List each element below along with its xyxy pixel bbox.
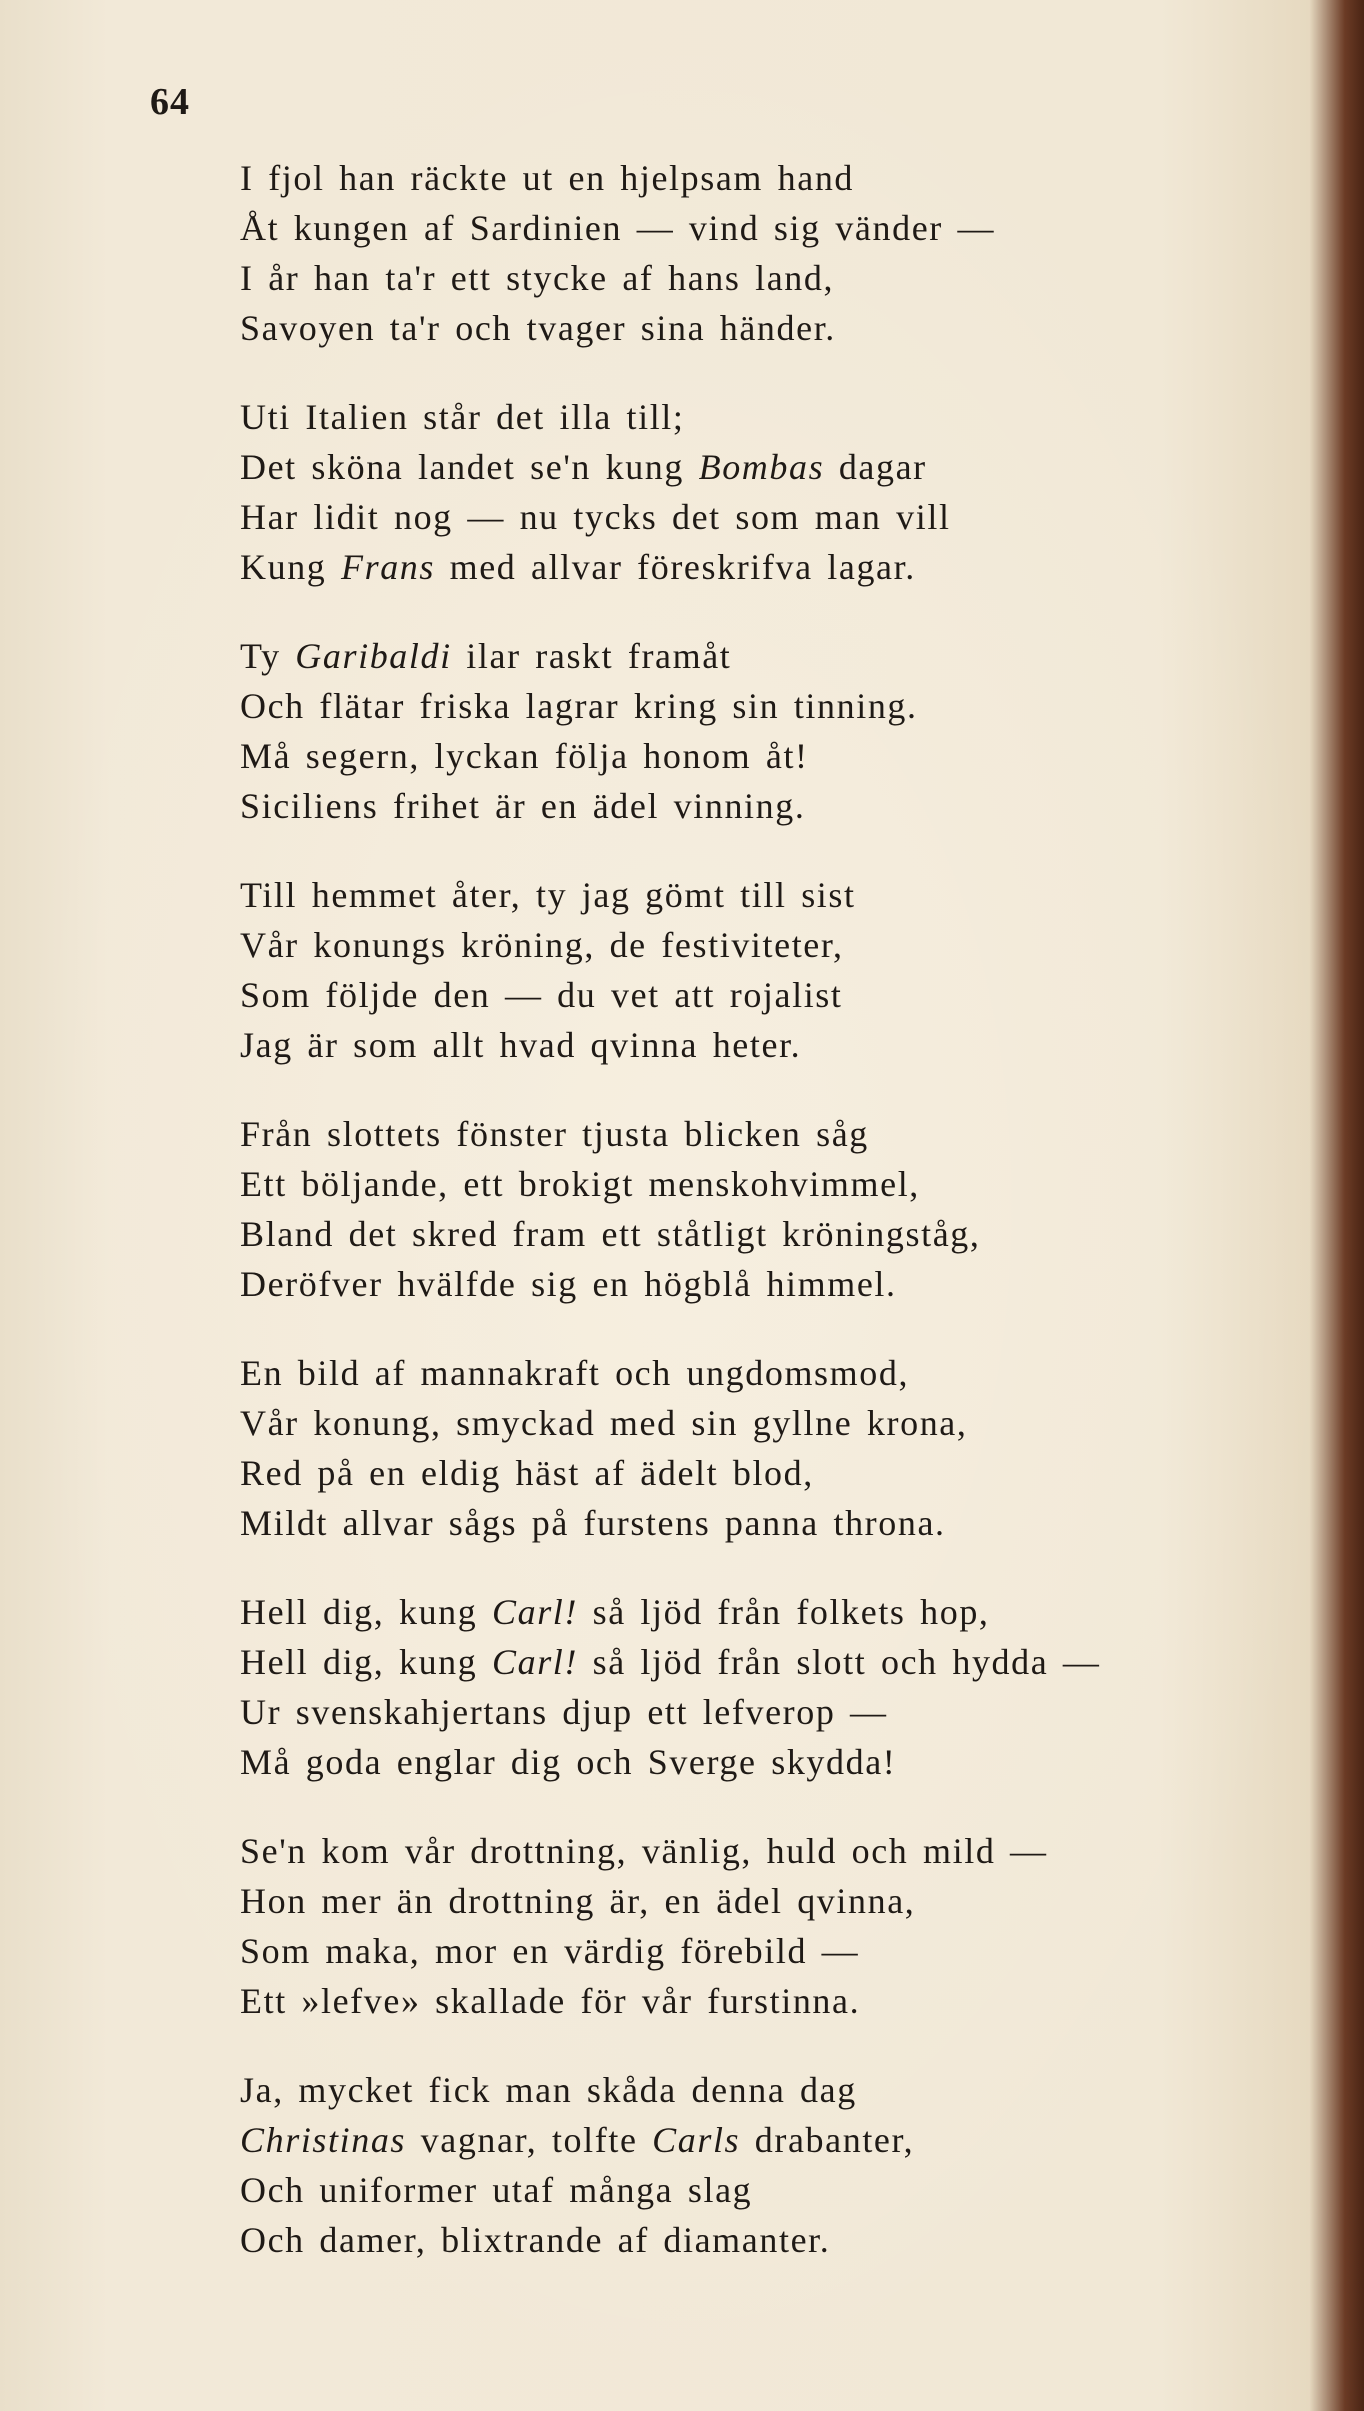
line-text: Det sköna landet se'n kung bbox=[240, 447, 699, 487]
line-text: så ljöd från folkets hop, bbox=[578, 1592, 990, 1632]
line-text: Må goda englar dig och Sverge skydda! bbox=[240, 1742, 897, 1782]
poem-line bbox=[240, 1159, 1240, 1209]
poem-line bbox=[240, 253, 1240, 303]
stanza bbox=[240, 1826, 1240, 2026]
line-text: Hon mer än drottning är, en ädel qvinna, bbox=[240, 1881, 916, 1921]
poem-line bbox=[240, 920, 1240, 970]
poem-line bbox=[240, 492, 1240, 542]
poem-line bbox=[240, 1348, 1240, 1398]
line-text: Har lidit nog — nu tycks det som man vill bbox=[240, 497, 951, 537]
line-text: drabanter, bbox=[740, 2120, 915, 2160]
line-text: Carls bbox=[652, 2120, 741, 2160]
poem-line bbox=[240, 1976, 1240, 2026]
poem-line bbox=[240, 1737, 1240, 1787]
stanza bbox=[240, 2065, 1240, 2265]
poem-line bbox=[240, 1209, 1240, 1259]
poem-line bbox=[240, 442, 1240, 492]
poem-line bbox=[240, 1109, 1240, 1159]
line-text: Savoyen ta'r och tvager sina händer. bbox=[240, 308, 836, 348]
line-text: Hell dig, kung bbox=[240, 1592, 492, 1632]
line-text: vagnar, tolfte bbox=[406, 2120, 653, 2160]
line-text: Carl! bbox=[491, 1592, 578, 1632]
line-text: Må segern, lyckan följa honom åt! bbox=[240, 736, 809, 776]
stanza bbox=[240, 1587, 1240, 1787]
line-text: Uti Italien står det illa till; bbox=[240, 397, 685, 437]
stanza bbox=[240, 1348, 1240, 1548]
line-text: Och uniformer utaf många slag bbox=[240, 2170, 753, 2210]
line-text: I fjol han räckte ut en hjelpsam hand bbox=[240, 158, 855, 198]
poem-line bbox=[240, 153, 1240, 203]
poem-line bbox=[240, 542, 1240, 592]
line-text: Som maka, mor en värdig förebild — bbox=[240, 1931, 860, 1971]
line-text: Från slottets fönster tjusta blicken såg bbox=[240, 1114, 869, 1154]
line-text: Ett böljande, ett brokigt menskohvimmel, bbox=[240, 1164, 920, 1204]
poem-line bbox=[240, 1498, 1240, 1548]
line-text: Deröfver hvälfde sig en högblå himmel. bbox=[240, 1264, 897, 1304]
poem-line bbox=[240, 1020, 1240, 1070]
poem-line bbox=[240, 2115, 1240, 2165]
line-text: Ur svenskahjertans djup ett lefverop — bbox=[240, 1692, 888, 1732]
line-text: Red på en eldig häst af ädelt blod, bbox=[240, 1453, 814, 1493]
line-text: Carl! bbox=[491, 1642, 578, 1682]
line-text: Bland det skred fram ett ståtligt kröningståg, bbox=[240, 1214, 981, 1254]
stanza bbox=[240, 870, 1240, 1070]
poem-line bbox=[240, 781, 1240, 831]
poem-line bbox=[240, 1826, 1240, 1876]
line-text: Ty bbox=[240, 636, 296, 676]
poem-line bbox=[240, 2065, 1240, 2115]
line-text: Åt kungen af Sardinien — vind sig vänder — bbox=[240, 208, 996, 248]
poem-line bbox=[240, 2165, 1240, 2215]
poem-line bbox=[240, 1687, 1240, 1737]
poem-line bbox=[240, 1637, 1240, 1687]
poem-line bbox=[240, 392, 1240, 442]
line-text: Vår konung, smyckad med sin gyllne krona, bbox=[240, 1403, 968, 1443]
line-text: En bild af mannakraft och ungdomsmod, bbox=[240, 1353, 910, 1393]
poem-line bbox=[240, 731, 1240, 781]
line-text: så ljöd från slott och hydda — bbox=[578, 1642, 1101, 1682]
poem-line bbox=[240, 1926, 1240, 1976]
line-text: Kung bbox=[240, 547, 341, 587]
stanza bbox=[240, 392, 1240, 592]
line-text: ilar raskt framåt bbox=[451, 636, 732, 676]
line-text: Garibaldi bbox=[295, 636, 452, 676]
poem bbox=[240, 153, 1240, 2304]
poem-line bbox=[240, 970, 1240, 1020]
stanza bbox=[240, 631, 1240, 831]
poem-line bbox=[240, 1587, 1240, 1637]
stanza bbox=[240, 1109, 1240, 1309]
poem-line bbox=[240, 1398, 1240, 1448]
line-text: Frans bbox=[341, 547, 436, 587]
line-text: Jag är som allt hvad qvinna heter. bbox=[240, 1025, 802, 1065]
line-text: Som följde den — du vet att rojalist bbox=[240, 975, 843, 1015]
line-text: I år han ta'r ett stycke af hans land, bbox=[240, 258, 835, 298]
poem-line bbox=[240, 1876, 1240, 1926]
stanza bbox=[240, 153, 1240, 353]
line-text: Se'n kom vår drottning, vänlig, huld och mild — bbox=[240, 1831, 1048, 1871]
poem-line bbox=[240, 1448, 1240, 1498]
line-text: Och damer, blixtrande af diamanter. bbox=[240, 2220, 831, 2260]
line-text: Till hemmet åter, ty jag gömt till sist bbox=[240, 875, 856, 915]
page-number: 64 bbox=[150, 81, 190, 123]
poem-line bbox=[240, 203, 1240, 253]
line-text: Och flätar friska lagrar kring sin tinning. bbox=[240, 686, 918, 726]
line-text: Siciliens frihet är en ädel vinning. bbox=[240, 786, 806, 826]
line-text: Ett »lefve» skallade för vår furstinna. bbox=[240, 1981, 861, 2021]
line-text: Mildt allvar sågs på furstens panna throna. bbox=[240, 1503, 946, 1543]
line-text: Bombas bbox=[698, 447, 825, 487]
poem-line bbox=[240, 1259, 1240, 1309]
line-text: Ja, mycket fick man skåda denna dag bbox=[240, 2070, 857, 2110]
line-text: med allvar föreskrifva lagar. bbox=[435, 547, 916, 587]
poem-line bbox=[240, 303, 1240, 353]
line-text: dagar bbox=[824, 447, 927, 487]
poem-line bbox=[240, 2215, 1240, 2265]
poem-line bbox=[240, 681, 1240, 731]
poem-line bbox=[240, 870, 1240, 920]
line-text: Christinas bbox=[240, 2120, 407, 2160]
line-text: Vår konungs kröning, de festiviteter, bbox=[240, 925, 844, 965]
poem-line bbox=[240, 631, 1240, 681]
line-text: Hell dig, kung bbox=[240, 1642, 492, 1682]
